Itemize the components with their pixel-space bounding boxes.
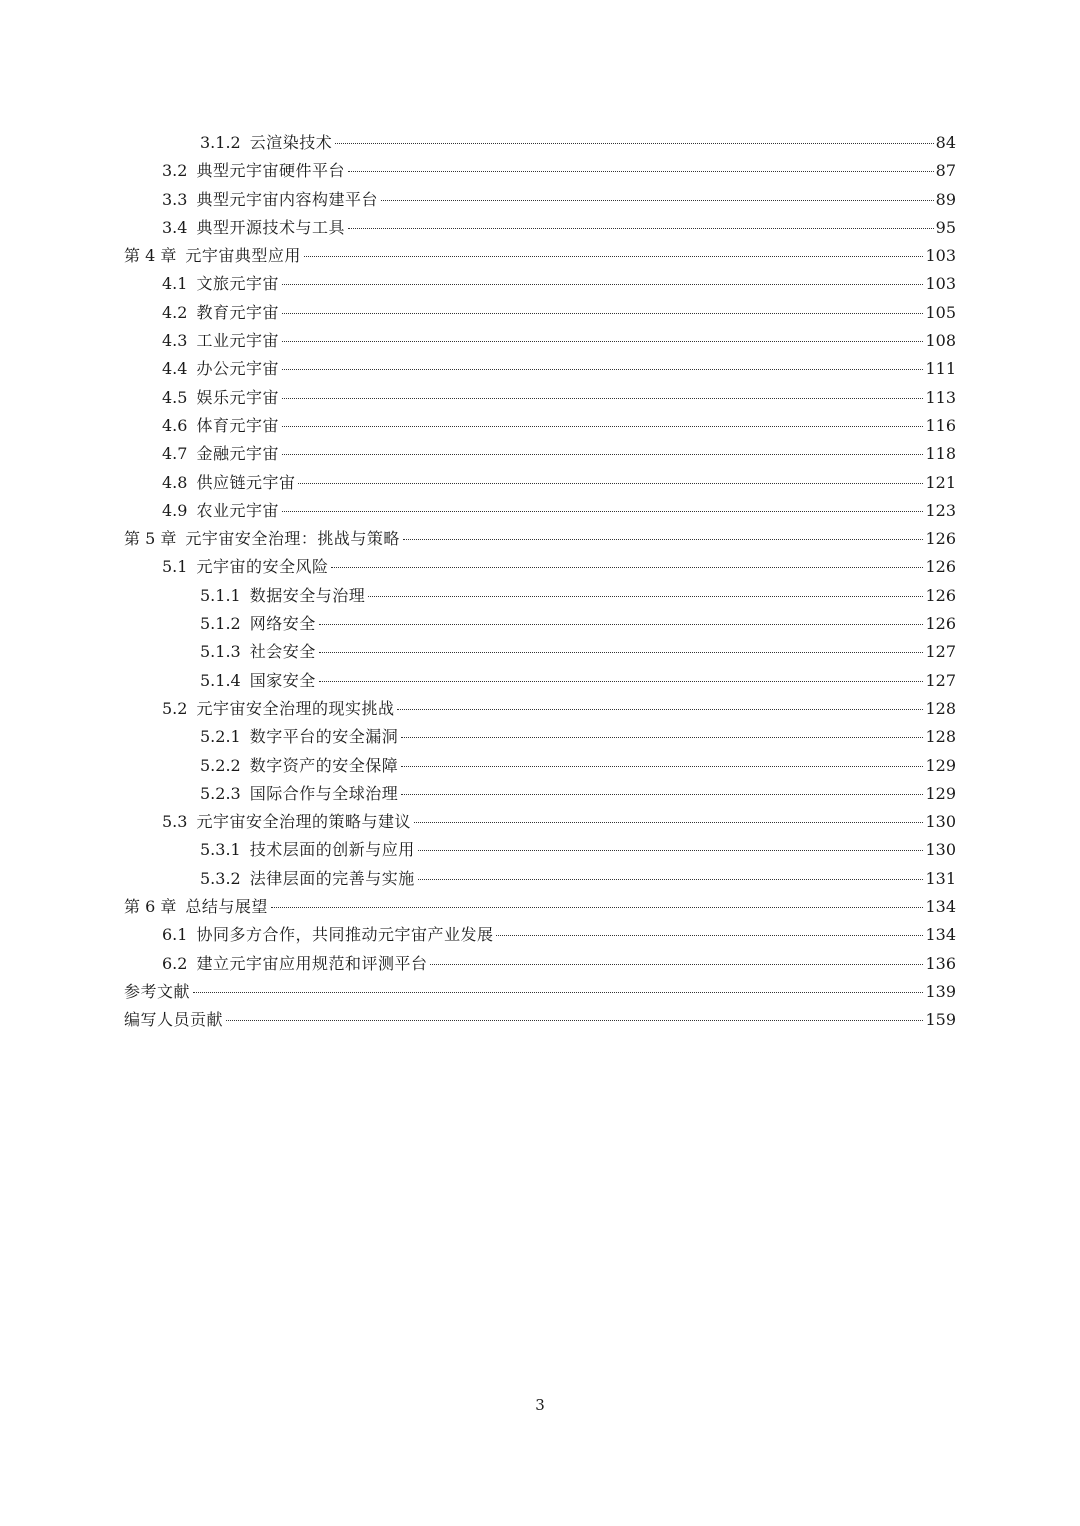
toc-entry[interactable]	[124, 667, 956, 695]
toc-entry-title: 娱乐元宇宙	[196, 387, 279, 407]
toc-dot-leader	[348, 228, 934, 229]
toc-entry-number: 5.1	[162, 557, 188, 577]
toc-dot-leader	[397, 709, 923, 710]
toc-entry-title: 法律层面的完善与实施	[249, 868, 415, 888]
toc-entry[interactable]	[124, 299, 956, 327]
toc-entry[interactable]	[124, 893, 956, 921]
toc-entry-title: 供应链元宇宙	[196, 472, 296, 492]
toc-entry-page: 108	[925, 331, 956, 351]
toc-entry-number: 3.2	[162, 161, 188, 181]
toc-entry[interactable]	[124, 525, 956, 553]
toc-entry-title: 元宇宙典型应用	[185, 246, 301, 266]
toc-dot-leader	[304, 256, 924, 257]
toc-entry[interactable]	[124, 610, 956, 638]
toc-dot-leader	[282, 426, 923, 427]
toc-dot-leader	[401, 737, 923, 738]
toc-entry[interactable]	[124, 752, 956, 780]
toc-entry-title: 典型开源技术与工具	[196, 217, 345, 237]
toc-entry-page: 128	[925, 727, 956, 747]
toc-entry-title: 技术层面的创新与应用	[249, 840, 415, 860]
toc-dot-leader	[319, 624, 924, 625]
toc-dot-leader	[401, 766, 923, 767]
toc-entry-number: 4.3	[162, 331, 188, 351]
toc-entry-title: 协同多方合作，共同推动元宇宙产业发展	[196, 925, 494, 945]
toc-entry-number: 5.1.3	[200, 642, 241, 662]
toc-dot-leader	[193, 992, 923, 993]
toc-dot-leader	[319, 652, 924, 653]
toc-entry-number: 3.1.2	[200, 133, 241, 152]
toc-entry-number: 4.1	[162, 274, 188, 294]
toc-entry-number: 5.1.1	[200, 585, 241, 605]
toc-dot-leader	[226, 1020, 923, 1021]
toc-entry-number: 5.2.3	[200, 783, 241, 803]
toc-dot-leader	[282, 369, 923, 370]
toc-entry-page: 123	[925, 500, 956, 520]
toc-entry-title: 社会安全	[249, 642, 316, 662]
toc-entry-page: 113	[925, 387, 956, 407]
toc-entry-page: 126	[925, 529, 956, 549]
toc-entry-page: 159	[925, 1010, 956, 1030]
toc-entry-number: 5.1.4	[200, 670, 241, 690]
toc-entry-page: 95	[935, 217, 956, 237]
toc-dot-leader	[430, 964, 923, 965]
toc-entry-title: 国际合作与全球治理	[249, 783, 399, 803]
toc-entry-title: 编写人员贡献	[124, 1010, 224, 1030]
toc-dot-leader	[282, 454, 923, 455]
toc-entry-page: 118	[925, 444, 956, 464]
toc-entry-title: 办公元宇宙	[196, 359, 279, 379]
toc-entry-number: 4.2	[162, 302, 188, 322]
toc-entry-title: 工业元宇宙	[196, 331, 279, 351]
toc-entry-number: 5.3.1	[200, 840, 241, 860]
toc-entry[interactable]	[124, 129, 956, 157]
page-number: 3	[535, 1396, 545, 1414]
toc-entry[interactable]	[124, 865, 956, 893]
toc-entry-title: 文旅元宇宙	[196, 274, 279, 294]
toc-entry-page: 87	[935, 161, 956, 181]
toc-dot-leader	[282, 511, 923, 512]
toc-entry[interactable]	[124, 497, 956, 525]
toc-entry-number: 3.3	[162, 189, 188, 209]
toc-dot-leader	[401, 794, 923, 795]
toc-entry-page: 105	[925, 302, 956, 322]
toc-entry-page: 127	[925, 670, 956, 690]
toc-entry[interactable]	[124, 384, 956, 412]
toc-dot-leader	[418, 850, 924, 851]
toc-entry-page: 116	[925, 415, 956, 435]
toc-entry-number: 5.2.1	[200, 727, 241, 747]
toc-entry-title: 教育元宇宙	[196, 302, 279, 322]
toc-entry-page: 126	[925, 557, 956, 577]
toc-entry[interactable]	[124, 780, 956, 808]
toc-entry-number: 4.8	[162, 472, 188, 492]
toc-dot-leader	[271, 907, 924, 908]
toc-dot-leader	[335, 143, 933, 144]
toc-dot-leader	[414, 822, 923, 823]
toc-entry[interactable]	[124, 921, 956, 949]
toc-entry-title: 元宇宙安全治理的策略与建议	[196, 812, 411, 832]
toc-entry-page: 131	[925, 868, 956, 888]
toc-entry-title: 体育元宇宙	[196, 415, 279, 435]
toc-entry-page: 126	[925, 585, 956, 605]
toc-entry[interactable]	[124, 270, 956, 298]
toc-entry-title: 数字资产的安全保障	[249, 755, 399, 775]
toc-entry-title: 元宇宙安全治理的现实挑战	[196, 698, 395, 718]
toc-entry-number: 5.1.2	[200, 614, 241, 634]
toc-entry-title: 云渲染技术	[249, 133, 333, 152]
toc-entry[interactable]	[124, 242, 956, 270]
toc-entry[interactable]	[124, 836, 956, 864]
toc-entry-title: 金融元宇宙	[196, 444, 279, 464]
toc-entry-number: 6.2	[162, 953, 188, 973]
toc-entry-number: 5.3.2	[200, 868, 241, 888]
toc-entry[interactable]	[124, 723, 956, 751]
toc-entry-page: 134	[925, 897, 956, 917]
toc-entry-title: 典型元宇宙内容构建平台	[196, 189, 378, 209]
toc-dot-leader	[282, 398, 923, 399]
toc-entry-page: 139	[925, 981, 956, 1001]
toc-entry-number: 4.7	[162, 444, 188, 464]
toc-dot-leader	[298, 483, 923, 484]
toc-entry-number: 5.2.2	[200, 755, 241, 775]
toc-dot-leader	[496, 935, 923, 936]
toc-entry-number: 4.9	[162, 500, 188, 520]
toc-entry-page: 128	[925, 698, 956, 718]
toc-entry-title: 典型元宇宙硬件平台	[196, 161, 345, 181]
toc-entry-number: 第 5 章	[124, 529, 177, 549]
toc-entry-page: 136	[925, 953, 956, 973]
toc-entry[interactable]	[124, 950, 956, 978]
toc-entry-title: 参考文献	[124, 981, 191, 1001]
toc-entry-page: 89	[935, 189, 956, 209]
toc-entry-title: 农业元宇宙	[196, 500, 279, 520]
toc-entry[interactable]	[124, 214, 956, 242]
toc-dot-leader	[319, 681, 924, 682]
toc-dot-leader	[381, 200, 934, 201]
toc-entry[interactable]	[124, 553, 956, 581]
toc-dot-leader	[282, 313, 923, 314]
toc-entry[interactable]	[124, 808, 956, 836]
toc-entry-page: 129	[925, 755, 956, 775]
toc-entry-page: 130	[925, 840, 956, 860]
toc-entry-number: 4.5	[162, 387, 188, 407]
toc-entry[interactable]	[124, 186, 956, 214]
toc-entry-number: 5.2	[162, 698, 188, 718]
toc-entry-number: 第 6 章	[124, 897, 177, 917]
toc-entry[interactable]	[124, 157, 956, 185]
toc-entry-page: 111	[925, 359, 956, 379]
toc-entry-page: 130	[925, 812, 956, 832]
toc-entry-title: 建立元宇宙应用规范和评测平台	[196, 953, 428, 973]
toc-entry-title: 数字平台的安全漏洞	[249, 727, 399, 747]
toc-entry[interactable]	[124, 978, 956, 1006]
toc-entry[interactable]	[124, 582, 956, 610]
toc-entry[interactable]	[124, 638, 956, 666]
toc-entry-number: 第 4 章	[124, 246, 177, 266]
toc-dot-leader	[282, 284, 923, 285]
toc-dot-leader	[418, 879, 924, 880]
toc-entry-page: 84	[935, 133, 956, 152]
toc-dot-leader	[348, 171, 934, 172]
toc-entry-page: 103	[925, 246, 956, 266]
toc-entry-page: 121	[925, 472, 956, 492]
toc-entry-page: 126	[925, 614, 956, 634]
toc-entry[interactable]	[124, 412, 956, 440]
toc-entry-page: 103	[925, 274, 956, 294]
toc-entry-title: 元宇宙安全治理：挑战与策略	[185, 529, 400, 549]
toc-entry-title: 国家安全	[249, 670, 316, 690]
toc-entry[interactable]	[124, 469, 956, 497]
toc-entry-number: 5.3	[162, 812, 188, 832]
toc-entry-page: 127	[925, 642, 956, 662]
toc-entry[interactable]	[124, 1006, 956, 1034]
toc-entry-title: 网络安全	[249, 614, 316, 634]
toc-entry-number: 3.4	[162, 217, 188, 237]
toc-entry[interactable]	[124, 695, 956, 723]
toc-entry-title: 数据安全与治理	[249, 585, 366, 605]
toc-dot-leader	[331, 567, 923, 568]
toc-dot-leader	[368, 596, 923, 597]
toc-dot-leader	[282, 341, 923, 342]
toc-entry-title: 元宇宙的安全风险	[196, 557, 329, 577]
toc-entry-number: 4.4	[162, 359, 188, 379]
toc-entry[interactable]	[124, 440, 956, 468]
toc-entry-title: 总结与展望	[185, 897, 268, 917]
toc-dot-leader	[403, 539, 924, 540]
table-of-contents	[124, 129, 956, 1035]
toc-entry-page: 134	[925, 925, 956, 945]
toc-entry-page: 129	[925, 783, 956, 803]
toc-entry[interactable]	[124, 327, 956, 355]
toc-entry[interactable]	[124, 355, 956, 383]
toc-entry-number: 4.6	[162, 415, 188, 435]
toc-entry-number: 6.1	[162, 925, 188, 945]
